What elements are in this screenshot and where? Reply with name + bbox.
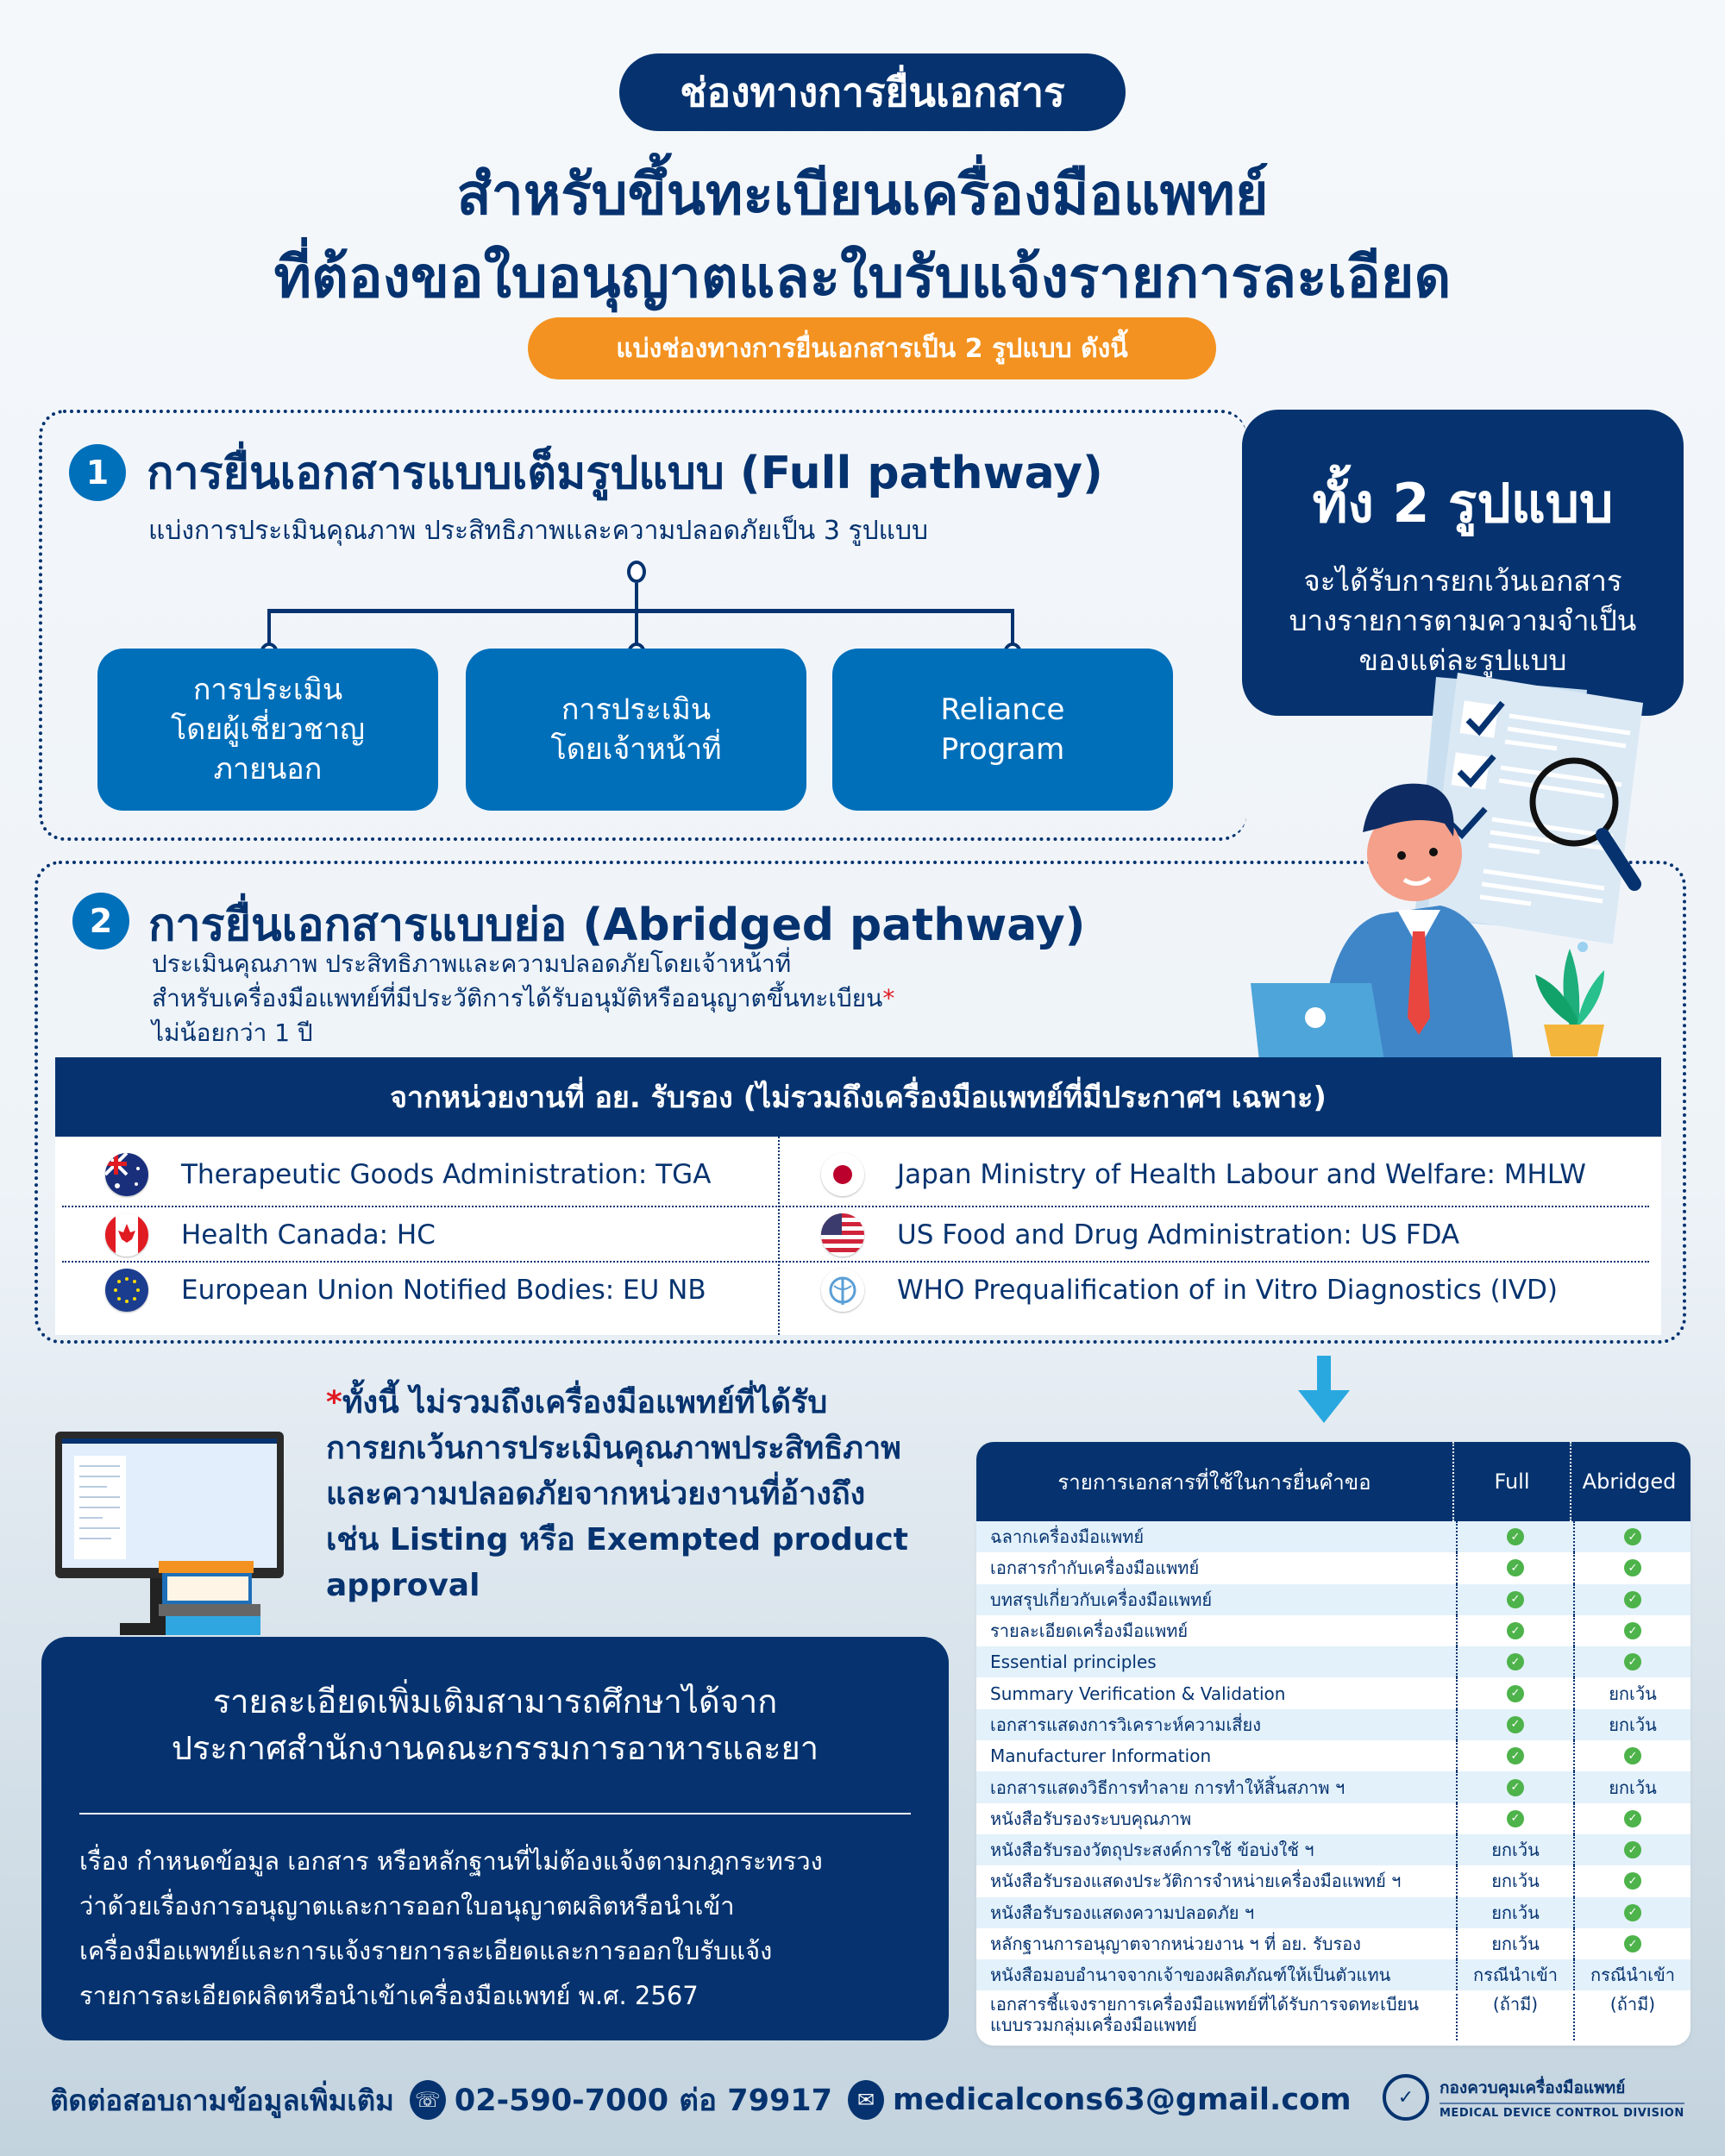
description-line bbox=[152, 981, 894, 1016]
table-row bbox=[976, 1959, 1690, 1990]
arrow-down-icon bbox=[1298, 1356, 1350, 1425]
check-icon: ✓ bbox=[1507, 1528, 1524, 1545]
subtitle-pill bbox=[528, 317, 1216, 379]
status-text: (ถ้ามี) bbox=[1492, 1994, 1539, 2015]
full-pathway-title: การยื่นเอกสารแบบเต็มรูปแบบ (Full pathway) bbox=[147, 448, 1103, 499]
approved-agencies-header bbox=[55, 1057, 1661, 1137]
table-row bbox=[976, 1803, 1690, 1834]
both-card-line: ของแต่ละรูปแบบ bbox=[1358, 643, 1567, 677]
abridged-status bbox=[1573, 1521, 1690, 1552]
footnote-asterisk: * bbox=[882, 984, 895, 1012]
number-badge-1 bbox=[69, 444, 126, 501]
check-icon: ✓ bbox=[1624, 1591, 1641, 1608]
header-pill-label: ช่องทางการยื่นเอกสาร bbox=[680, 68, 1065, 116]
column-header-abridged: Abridged bbox=[1570, 1442, 1687, 1521]
check-icon: ✓ bbox=[1507, 1685, 1524, 1702]
abridged-status bbox=[1573, 1928, 1690, 1959]
document-name: หนังสือรับรองวัตถุประสงค์การใช้ ข้อบ่งใช้ ฯ bbox=[990, 1839, 1314, 1861]
option-label: ภายนอก bbox=[213, 752, 323, 787]
full-status bbox=[1456, 1771, 1573, 1802]
footnote-text: ทั้งนี้ ไม่รวมถึงเครื่องมือแพทย์ที่ได้รับ bbox=[342, 1385, 828, 1420]
agency-name: US Food and Drug Administration: US FDA bbox=[897, 1219, 1460, 1250]
books-icon bbox=[159, 1561, 260, 1635]
agency-item bbox=[821, 1261, 1558, 1319]
abridged-status bbox=[1573, 1709, 1690, 1740]
check-icon: ✓ bbox=[1624, 1653, 1641, 1670]
divider bbox=[79, 1813, 911, 1814]
check-icon: ✓ bbox=[1624, 1935, 1641, 1952]
document-name: เอกสารแสดงการวิเคราะห์ความเสี่ยง bbox=[990, 1714, 1261, 1735]
document-name bbox=[976, 1994, 1456, 2035]
option-label: โดยเจ้าหน้าที่ bbox=[550, 732, 722, 767]
agency-item bbox=[821, 1206, 1459, 1264]
table-row bbox=[976, 1771, 1690, 1802]
check-icon: ✓ bbox=[1507, 1716, 1524, 1733]
table-row bbox=[976, 1928, 1690, 1959]
option-label: Program bbox=[940, 732, 1065, 767]
document-name: เอกสารกำกับเครื่องมือแพทย์ bbox=[990, 1557, 1200, 1579]
status-text: กรณีนำเข้า bbox=[1472, 1965, 1559, 1986]
details-body-line: รายการละเอียดผลิตหรือนำเข้าเครื่องมือแพทย์ พ.ศ. 2567 bbox=[79, 1981, 699, 2010]
check-icon: ✓ bbox=[1507, 1747, 1524, 1764]
abridged-status bbox=[1573, 1615, 1690, 1646]
agency-item bbox=[105, 1261, 706, 1319]
footnote-asterisk: * bbox=[326, 1385, 342, 1420]
column-divider bbox=[778, 1137, 780, 1335]
footnote-line: การยกเว้นการประเมินคุณภาพประสิทธิภาพ bbox=[326, 1431, 901, 1466]
full-status bbox=[1456, 1897, 1573, 1928]
table-row bbox=[976, 1646, 1690, 1677]
agency-item bbox=[105, 1145, 711, 1204]
table-row bbox=[976, 1552, 1690, 1583]
agency-item bbox=[821, 1145, 1586, 1204]
status-text: ยกเว้น bbox=[1491, 1871, 1540, 1892]
full-status bbox=[1456, 1928, 1573, 1959]
table-row bbox=[976, 1865, 1690, 1896]
monitor-books-illustration bbox=[55, 1432, 288, 1639]
full-pathway-subtitle: แบ่งการประเมินคุณภาพ ประสิทธิภาพและความปลอดภัยเป็น 3 รูปแบบ bbox=[148, 516, 929, 546]
full-status bbox=[1456, 1677, 1573, 1708]
check-icon: ✓ bbox=[1624, 1622, 1641, 1639]
footnote-line bbox=[326, 1380, 964, 1426]
japan-flag-icon bbox=[821, 1153, 864, 1196]
table-row bbox=[976, 1615, 1690, 1646]
page-title bbox=[86, 154, 1639, 319]
status-text: ยกเว้น bbox=[1491, 1839, 1540, 1861]
abridged-status bbox=[1573, 1677, 1690, 1708]
document-name: Summary Verification & Validation bbox=[990, 1683, 1286, 1704]
description-text: สำหรับเครื่องมือแพทย์ที่มีประวัติการได้รับอนุมัติหรืออนุญาตขึ้นทะเบียน bbox=[152, 984, 883, 1012]
document-name: ฉลากเครื่องมือแพทย์ bbox=[990, 1526, 1145, 1548]
who-emblem-icon bbox=[821, 1269, 864, 1312]
tree-connector bbox=[267, 609, 1014, 613]
tree-root-node bbox=[627, 561, 646, 583]
table-header bbox=[976, 1442, 1690, 1521]
full-status bbox=[1456, 1552, 1573, 1583]
phone-number[interactable]: 02-590-7000 ต่อ 79917 bbox=[454, 2083, 833, 2118]
details-heading-line: รายละเอียดเพิ่มเติมสามารถศึกษาได้จาก bbox=[212, 1683, 778, 1720]
abridged-pathway-description bbox=[152, 947, 894, 1050]
check-icon: ✓ bbox=[1624, 1904, 1641, 1921]
column-header-full: Full bbox=[1452, 1442, 1570, 1521]
document-name: หนังสือรับรองระบบคุณภาพ bbox=[990, 1808, 1192, 1829]
check-icon: ✓ bbox=[1624, 1559, 1641, 1576]
option-label: โดยผู้เชี่ยวชาญ bbox=[170, 712, 366, 747]
full-status bbox=[1456, 1709, 1573, 1740]
abridged-status bbox=[1573, 1803, 1690, 1834]
number-badge-2 bbox=[72, 893, 129, 950]
document-name: รายละเอียดเครื่องมือแพทย์ bbox=[990, 1620, 1189, 1642]
column-header-item: รายการเอกสารที่ใช้ในการยื่นคำขอ bbox=[1057, 1470, 1371, 1495]
abridged-status bbox=[1573, 1552, 1690, 1583]
check-icon: ✓ bbox=[1507, 1653, 1524, 1670]
option-officer-evaluation bbox=[466, 649, 806, 811]
full-status bbox=[1456, 1646, 1573, 1677]
check-icon: ✓ bbox=[1624, 1810, 1641, 1827]
required-documents-table bbox=[976, 1442, 1690, 2046]
details-body-line: เครื่องมือแพทย์และการแจ้งรายการละเอียดและการออกใบรับแจ้ง bbox=[79, 1936, 773, 1965]
mail-icon: ✉ bbox=[848, 2080, 884, 2120]
agency-name: European Union Notified Bodies: EU NB bbox=[181, 1275, 706, 1306]
footnote-line: และความปลอดภัยจากหน่วยงานที่อ้างถึง bbox=[326, 1476, 866, 1512]
check-icon: ✓ bbox=[1507, 1622, 1524, 1639]
document-name: หลักฐานการอนุญาตจากหน่วยงาน ฯ ที่ อย. รับรอง bbox=[990, 1934, 1361, 1954]
check-icon: ✓ bbox=[1507, 1591, 1524, 1608]
full-status bbox=[1456, 1584, 1573, 1615]
check-icon: ✓ bbox=[1624, 1872, 1641, 1890]
both-card-line: บางรายการตามความจำเป็น bbox=[1289, 604, 1637, 637]
document-name-line: แบบรวมกลุ่มเครื่องมือแพทย์ bbox=[990, 2015, 1197, 2036]
table-row bbox=[976, 1709, 1690, 1740]
logo-thai-name: กองควบคุมเครื่องมือแพทย์ bbox=[1440, 2075, 1684, 2104]
document-name: Essential principles bbox=[990, 1651, 1157, 1673]
australia-flag-icon bbox=[105, 1153, 148, 1196]
full-status bbox=[1456, 1803, 1573, 1834]
agency-item bbox=[105, 1206, 436, 1264]
document-name: เอกสารแสดงวิธีการทำลาย การทำให้สิ้นสภาพ ฯ bbox=[990, 1777, 1346, 1798]
approved-agencies-header-label: จากหน่วยงานที่ อย. รับรอง (ไม่รวมถึงเครื่องมือแพทย์ที่มีประกาศฯ เฉพาะ) bbox=[390, 1081, 1327, 1115]
both-pathways-card bbox=[1242, 410, 1684, 716]
businessman-checklist-illustration bbox=[1242, 673, 1690, 1061]
description-line: ประเมินคุณภาพ ประสิทธิภาพและความปลอดภัยโดยเจ้าหน้าที่ bbox=[152, 950, 792, 978]
usa-flag-icon bbox=[821, 1213, 864, 1257]
abridged-status bbox=[1573, 1994, 1690, 2040]
contact-footer bbox=[50, 2074, 1352, 2126]
document-name: หนังสือมอบอำนาจจากเจ้าของผลิตภัณฑ์ให้เป็นตัวแทน bbox=[990, 1965, 1391, 1986]
eu-flag-icon bbox=[105, 1269, 148, 1312]
option-label: การประเมิน bbox=[192, 673, 343, 707]
option-external-expert bbox=[97, 649, 438, 811]
division-logo bbox=[1383, 2066, 1693, 2128]
canada-flag-icon bbox=[105, 1213, 148, 1257]
status-text: ยกเว้น bbox=[1609, 1777, 1657, 1798]
check-icon: ✓ bbox=[1507, 1779, 1524, 1796]
status-text: (ถ้ามี) bbox=[1609, 1994, 1656, 2015]
status-text: ยกเว้น bbox=[1609, 1683, 1657, 1704]
agency-name: Therapeutic Goods Administration: TGA bbox=[181, 1159, 712, 1190]
both-card-headline: ทั้ง 2 รูปแบบ bbox=[1312, 472, 1614, 535]
abridged-status bbox=[1573, 1865, 1690, 1896]
details-heading bbox=[41, 1678, 949, 1771]
table-row bbox=[976, 1834, 1690, 1865]
subtitle-pill-label: แบ่งช่องทางการยื่นเอกสารเป็น 2 รูปแบบ ดังนี้ bbox=[616, 333, 1128, 364]
status-text: ยกเว้น bbox=[1491, 1902, 1540, 1923]
abridged-status bbox=[1573, 1740, 1690, 1771]
full-status bbox=[1456, 1865, 1573, 1896]
full-status bbox=[1456, 1959, 1573, 1990]
option-label: การประเมิน bbox=[561, 693, 712, 727]
phone-icon: ☏ bbox=[410, 2080, 446, 2120]
title-line-2: ที่ต้องขอใบอนุญาตและใบรับแจ้งรายการละเอียด bbox=[273, 244, 1452, 310]
abridged-status bbox=[1573, 1959, 1690, 1990]
abridged-status bbox=[1573, 1646, 1690, 1677]
table-row bbox=[976, 1897, 1690, 1928]
option-label: Reliance bbox=[940, 693, 1065, 727]
number-badge-2-label: 2 bbox=[89, 902, 113, 940]
details-heading-line: ประกาศสำนักงานคณะกรรมการอาหารและยา bbox=[171, 1729, 819, 1767]
full-status bbox=[1456, 1994, 1573, 2040]
full-status bbox=[1456, 1615, 1573, 1646]
title-line-1: สำหรับขึ้นทะเบียนเครื่องมือแพทย์ bbox=[456, 161, 1269, 228]
check-icon: ✓ bbox=[1624, 1528, 1641, 1545]
tree-connector bbox=[635, 583, 638, 652]
table-body bbox=[976, 1521, 1690, 2040]
abridged-status bbox=[1573, 1584, 1690, 1615]
full-status bbox=[1456, 1740, 1573, 1771]
agency-name: Health Canada: HC bbox=[181, 1219, 436, 1250]
laptop-icon bbox=[1251, 983, 1384, 1061]
plant-icon bbox=[1535, 942, 1604, 1056]
full-status bbox=[1456, 1834, 1573, 1865]
abridged-pathway-title: การยื่นเอกสารแบบย่อ (Abridged pathway) bbox=[148, 899, 1086, 951]
header-pill bbox=[619, 53, 1126, 131]
footnote-line: approval bbox=[326, 1568, 480, 1603]
document-name-line: เอกสารชี้แจงรายการเครื่องมือแพทย์ที่ได้รับการจดทะเบียน bbox=[990, 1994, 1420, 2015]
exemption-footnote bbox=[326, 1380, 964, 1608]
status-text: ยกเว้น bbox=[1491, 1934, 1540, 1954]
abridged-status bbox=[1573, 1834, 1690, 1865]
division-emblem-icon: ✓ bbox=[1383, 2074, 1429, 2121]
table-row bbox=[976, 1990, 1690, 2040]
status-text: กรณีนำเข้า bbox=[1590, 1965, 1676, 1986]
agency-name: Japan Ministry of Health Labour and Welfare: MHLW bbox=[897, 1159, 1586, 1190]
table-row bbox=[976, 1677, 1690, 1708]
abridged-status bbox=[1573, 1897, 1690, 1928]
table-row bbox=[976, 1521, 1690, 1552]
more-details-card bbox=[41, 1637, 949, 2040]
check-icon: ✓ bbox=[1507, 1559, 1524, 1576]
agency-name: WHO Prequalification of in Vitro Diagnostics (IVD) bbox=[897, 1275, 1559, 1306]
contact-label: ติดต่อสอบถามข้อมูลเพิ่มเติม bbox=[50, 2083, 394, 2117]
approved-agencies-list bbox=[55, 1137, 1661, 1335]
details-body-line: ว่าด้วยเรื่องการอนุญาตและการออกใบอนุญาตผลิตหรือนำเข้า bbox=[79, 1891, 735, 1921]
description-line: ไม่น้อยกว่า 1 ปี bbox=[152, 1018, 313, 1047]
document-name: หนังสือรับรองแสดงประวัติการจำหน่ายเครื่องมือแพทย์ ฯ bbox=[990, 1871, 1402, 1892]
email-address[interactable]: medicalcons63@gmail.com bbox=[893, 2083, 1352, 2117]
abridged-status bbox=[1573, 1771, 1690, 1802]
check-icon: ✓ bbox=[1624, 1841, 1641, 1858]
details-body bbox=[79, 1839, 949, 2018]
logo-english-name: MEDICAL DEVICE CONTROL DIVISION bbox=[1440, 2107, 1684, 2120]
check-icon: ✓ bbox=[1624, 1747, 1641, 1764]
status-text: ยกเว้น bbox=[1609, 1714, 1657, 1735]
check-icon: ✓ bbox=[1507, 1810, 1524, 1827]
details-body-line: เรื่อง กำหนดข้อมูล เอกสาร หรือหลักฐานที่ไม่ต้องแจ้งตามกฎกระทรวง bbox=[79, 1846, 823, 1876]
table-row bbox=[976, 1584, 1690, 1615]
table-row bbox=[976, 1740, 1690, 1771]
full-status bbox=[1456, 1521, 1573, 1552]
document-name: Manufacturer Information bbox=[990, 1745, 1212, 1767]
footnote-line: เช่น Listing หรือ Exempted product bbox=[326, 1522, 908, 1557]
both-card-line: จะได้รับการยกเว้นเอกสาร bbox=[1303, 564, 1622, 598]
number-badge-1-label: 1 bbox=[85, 454, 110, 492]
document-name: หนังสือรับรองแสดงความปลอดภัย ฯ bbox=[990, 1902, 1255, 1923]
document-name: บทสรุปเกี่ยวกับเครื่องมือแพทย์ bbox=[990, 1589, 1213, 1610]
option-reliance-program bbox=[832, 649, 1173, 811]
